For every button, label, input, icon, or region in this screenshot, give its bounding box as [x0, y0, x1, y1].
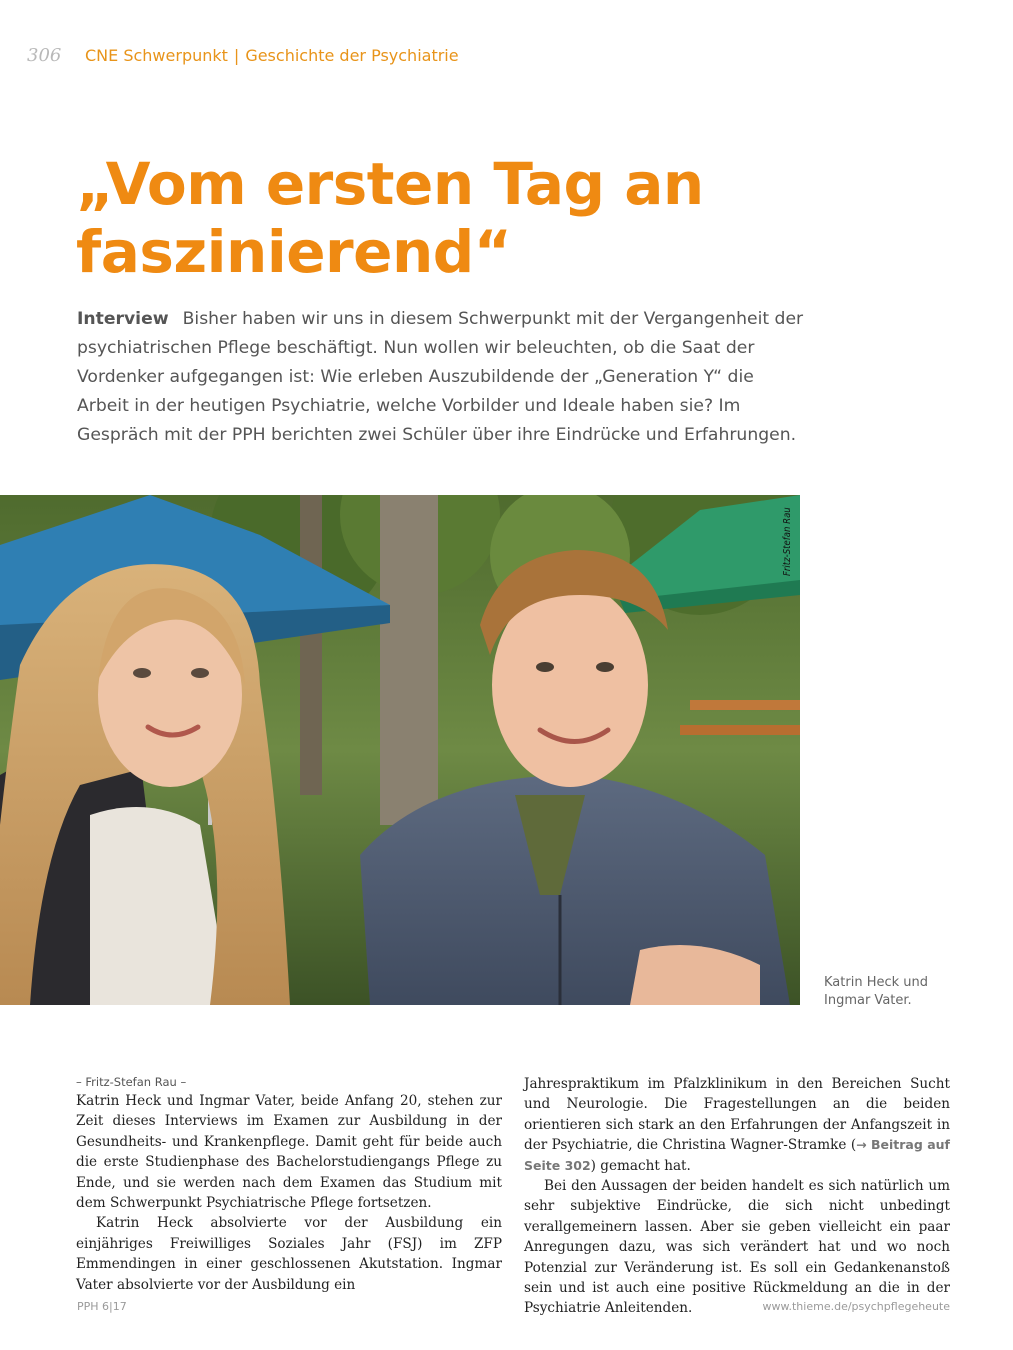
section-label	[85, 46, 459, 65]
title-line-1: „Vom ersten Tag an	[76, 150, 704, 218]
body-column-right	[524, 1074, 950, 1319]
section-name: CNE Schwerpunkt	[85, 46, 228, 65]
page-number: 306	[27, 45, 62, 66]
photo-illustration	[0, 495, 800, 1005]
body-paragraph: Bei den Aussagen der beiden handelt es sich natürlich um sehr subjektive Eindrücke, die sich nicht unbedingt verallgemeinern lassen. Aber sie geben vielleicht ein paar Anregungen dazu, was sich verändert hat und wo noch Potenzial zur Veränderung ist. Es soll ein Gedankenanstoß sein und ist auch eine positive Rückmeldung an die in der Psychiatrie Anleitenden.	[524, 1178, 950, 1317]
subsection-name: Geschichte der Psychiatrie	[245, 46, 459, 65]
lead-label: Interview	[77, 309, 169, 329]
body-paragraph: Katrin Heck und Ingmar Vater, beide Anfang 20, stehen zur Zeit dieses Interviews im Examen zur Ausbildung in der Gesundheits- und Krankenpflege. Damit geht für beide auch die erste Studienphase des Bachelorstudiengangs Pflege zu Ende, und sie werden nach dem Examen das Studium mit dem Schwerpunkt Psychiatrische Pflege fortsetzen.	[76, 1093, 502, 1212]
footer-url[interactable]: www.thieme.de/psychpflegeheute	[762, 1300, 950, 1313]
photo-caption	[824, 974, 984, 1010]
running-head	[27, 45, 459, 67]
photo-credit: Fritz-Stefan Rau	[782, 507, 793, 576]
page-reference-link[interactable]: → Beitrag auf Seite 302	[524, 1137, 950, 1173]
body-column-left	[76, 1074, 502, 1295]
article-title	[76, 150, 836, 286]
title-line-2: faszinierend“	[76, 218, 512, 286]
body-paragraph: Katrin Heck absolvierte vor der Ausbildung ein einjähriges Freiwilliges Soziales Jahr (FSJ) im ZFP Emmendingen in einer geschlossenen Akutstation. Ingmar Vater absolvierte vor der Ausbildung ein	[76, 1215, 502, 1293]
article-photo	[0, 495, 800, 1005]
footer-issue: PPH 6|17	[77, 1300, 127, 1313]
caption-line-2: Ingmar Vater.	[824, 993, 912, 1008]
author-byline: – Fritz-Stefan Rau –	[76, 1075, 187, 1089]
body-paragraph: Jahrespraktikum im Pfalzklinikum in den Bereichen Sucht und Neurologie. Die Fragestellungen an die beiden orientieren sich stark an den Erfahrungen der Anfangszeit in der Psychiatrie, die Christina Wagner-Stramke (→ Beitrag auf Seite 302) gemacht hat.	[524, 1076, 950, 1174]
lead-paragraph	[77, 305, 807, 450]
lead-text: Bisher haben wir uns in diesem Schwerpunkt mit der Vergangenheit der psychiatrischen Pflege beschäftigt. Nun wollen wir beleuchten, ob die Saat der Vordenker aufgegangen ist: Wie erleben Auszubildende der „Generation Y“ die Arbeit in der heutigen Psychiatrie, welche Vorbilder und Ideale haben sie? Im Gespräch mit der PPH berichten zwei Schüler über ihre Eindrücke und Erfahrungen.	[77, 309, 804, 445]
caption-line-1: Katrin Heck und	[824, 975, 928, 990]
section-separator: |	[233, 46, 240, 65]
